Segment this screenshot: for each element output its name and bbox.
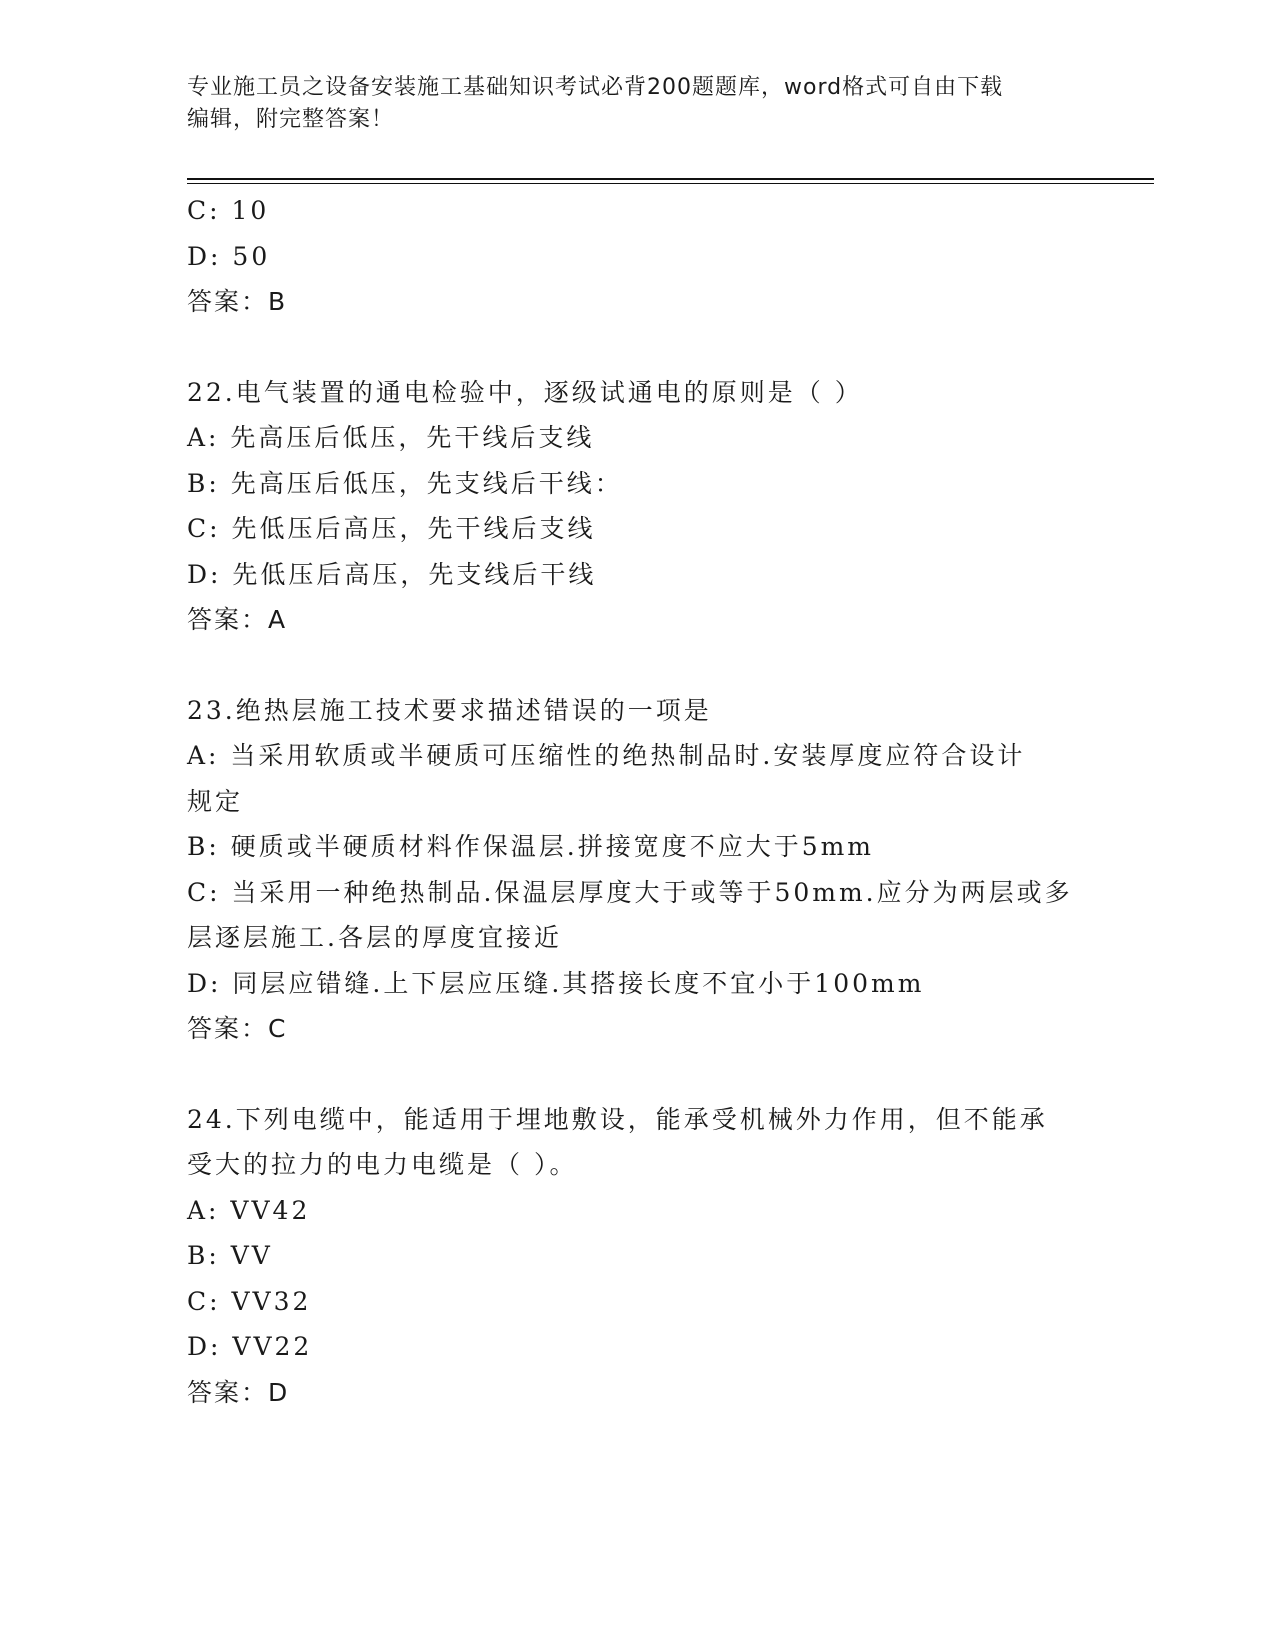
question-block-24 [187, 1097, 1087, 1416]
answer-line: 答案：B [187, 287, 288, 316]
option-d: D: VV22 [187, 1332, 313, 1361]
option-d: D: 50 [187, 241, 271, 271]
option-a: A: 先高压后低压，先干线后支线 [187, 423, 595, 452]
option-b: B: VV [187, 1241, 273, 1270]
option-b: B: 先高压后低压，先支线后干线： [187, 468, 623, 498]
question-block-21 [187, 188, 1087, 325]
question-list [187, 188, 1087, 1415]
option-c: C: 当采用一种绝热制品.保温层厚度大于或等于50mm.应分为两层或多 [187, 877, 1073, 907]
option-c: C: VV32 [187, 1286, 312, 1316]
block-spacer [187, 325, 1087, 370]
document-header [187, 72, 1067, 136]
option-b: B: 硬质或半硬质材料作保温层.拼接宽度不应大于5mm [187, 832, 875, 861]
header-rule-thick [187, 178, 1154, 180]
question-text: 23.绝热层施工技术要求描述错误的一项是 [187, 695, 712, 725]
option-a: A: 当采用软质或半硬质可压缩性的绝热制品时.安装厚度应符合设计 [187, 741, 1026, 770]
option-d: D: 同层应错缝.上下层应压缝.其搭接长度不宜小于100mm [187, 968, 925, 998]
question-block-22 [187, 370, 1087, 643]
answer-line: 答案：C [187, 1014, 288, 1043]
option-a: A: VV42 [187, 1195, 311, 1225]
option-c-continued: 层逐层施工.各层的厚度宜接近 [187, 923, 562, 952]
option-c: C: 10 [187, 196, 270, 225]
option-d: D: 先低压后高压，先支线后干线 [187, 559, 597, 589]
question-block-23 [187, 688, 1087, 1052]
answer-line: 答案：D [187, 1377, 290, 1407]
answer-line: 答案：A [187, 605, 288, 634]
option-a-continued: 规定 [187, 786, 244, 816]
header-rule-thin [187, 183, 1154, 184]
block-spacer [187, 1052, 1087, 1097]
block-spacer [187, 643, 1087, 688]
header-line-1: 专业施工员之设备安装施工基础知识考试必背200题题库，word格式可自由下载 [187, 75, 1004, 100]
question-text-continued: 受大的拉力的电力电缆是（ ）。 [187, 1150, 578, 1179]
question-text: 22.电气装置的通电检验中，逐级试通电的原则是（ ） [187, 377, 863, 407]
header-line-2: 编辑，附完整答案！ [187, 107, 395, 132]
option-c: C: 先低压后高压，先干线后支线 [187, 514, 596, 543]
question-text: 24.下列电缆中，能适用于埋地敷设，能承受机械外力作用，但不能承 [187, 1104, 1048, 1134]
